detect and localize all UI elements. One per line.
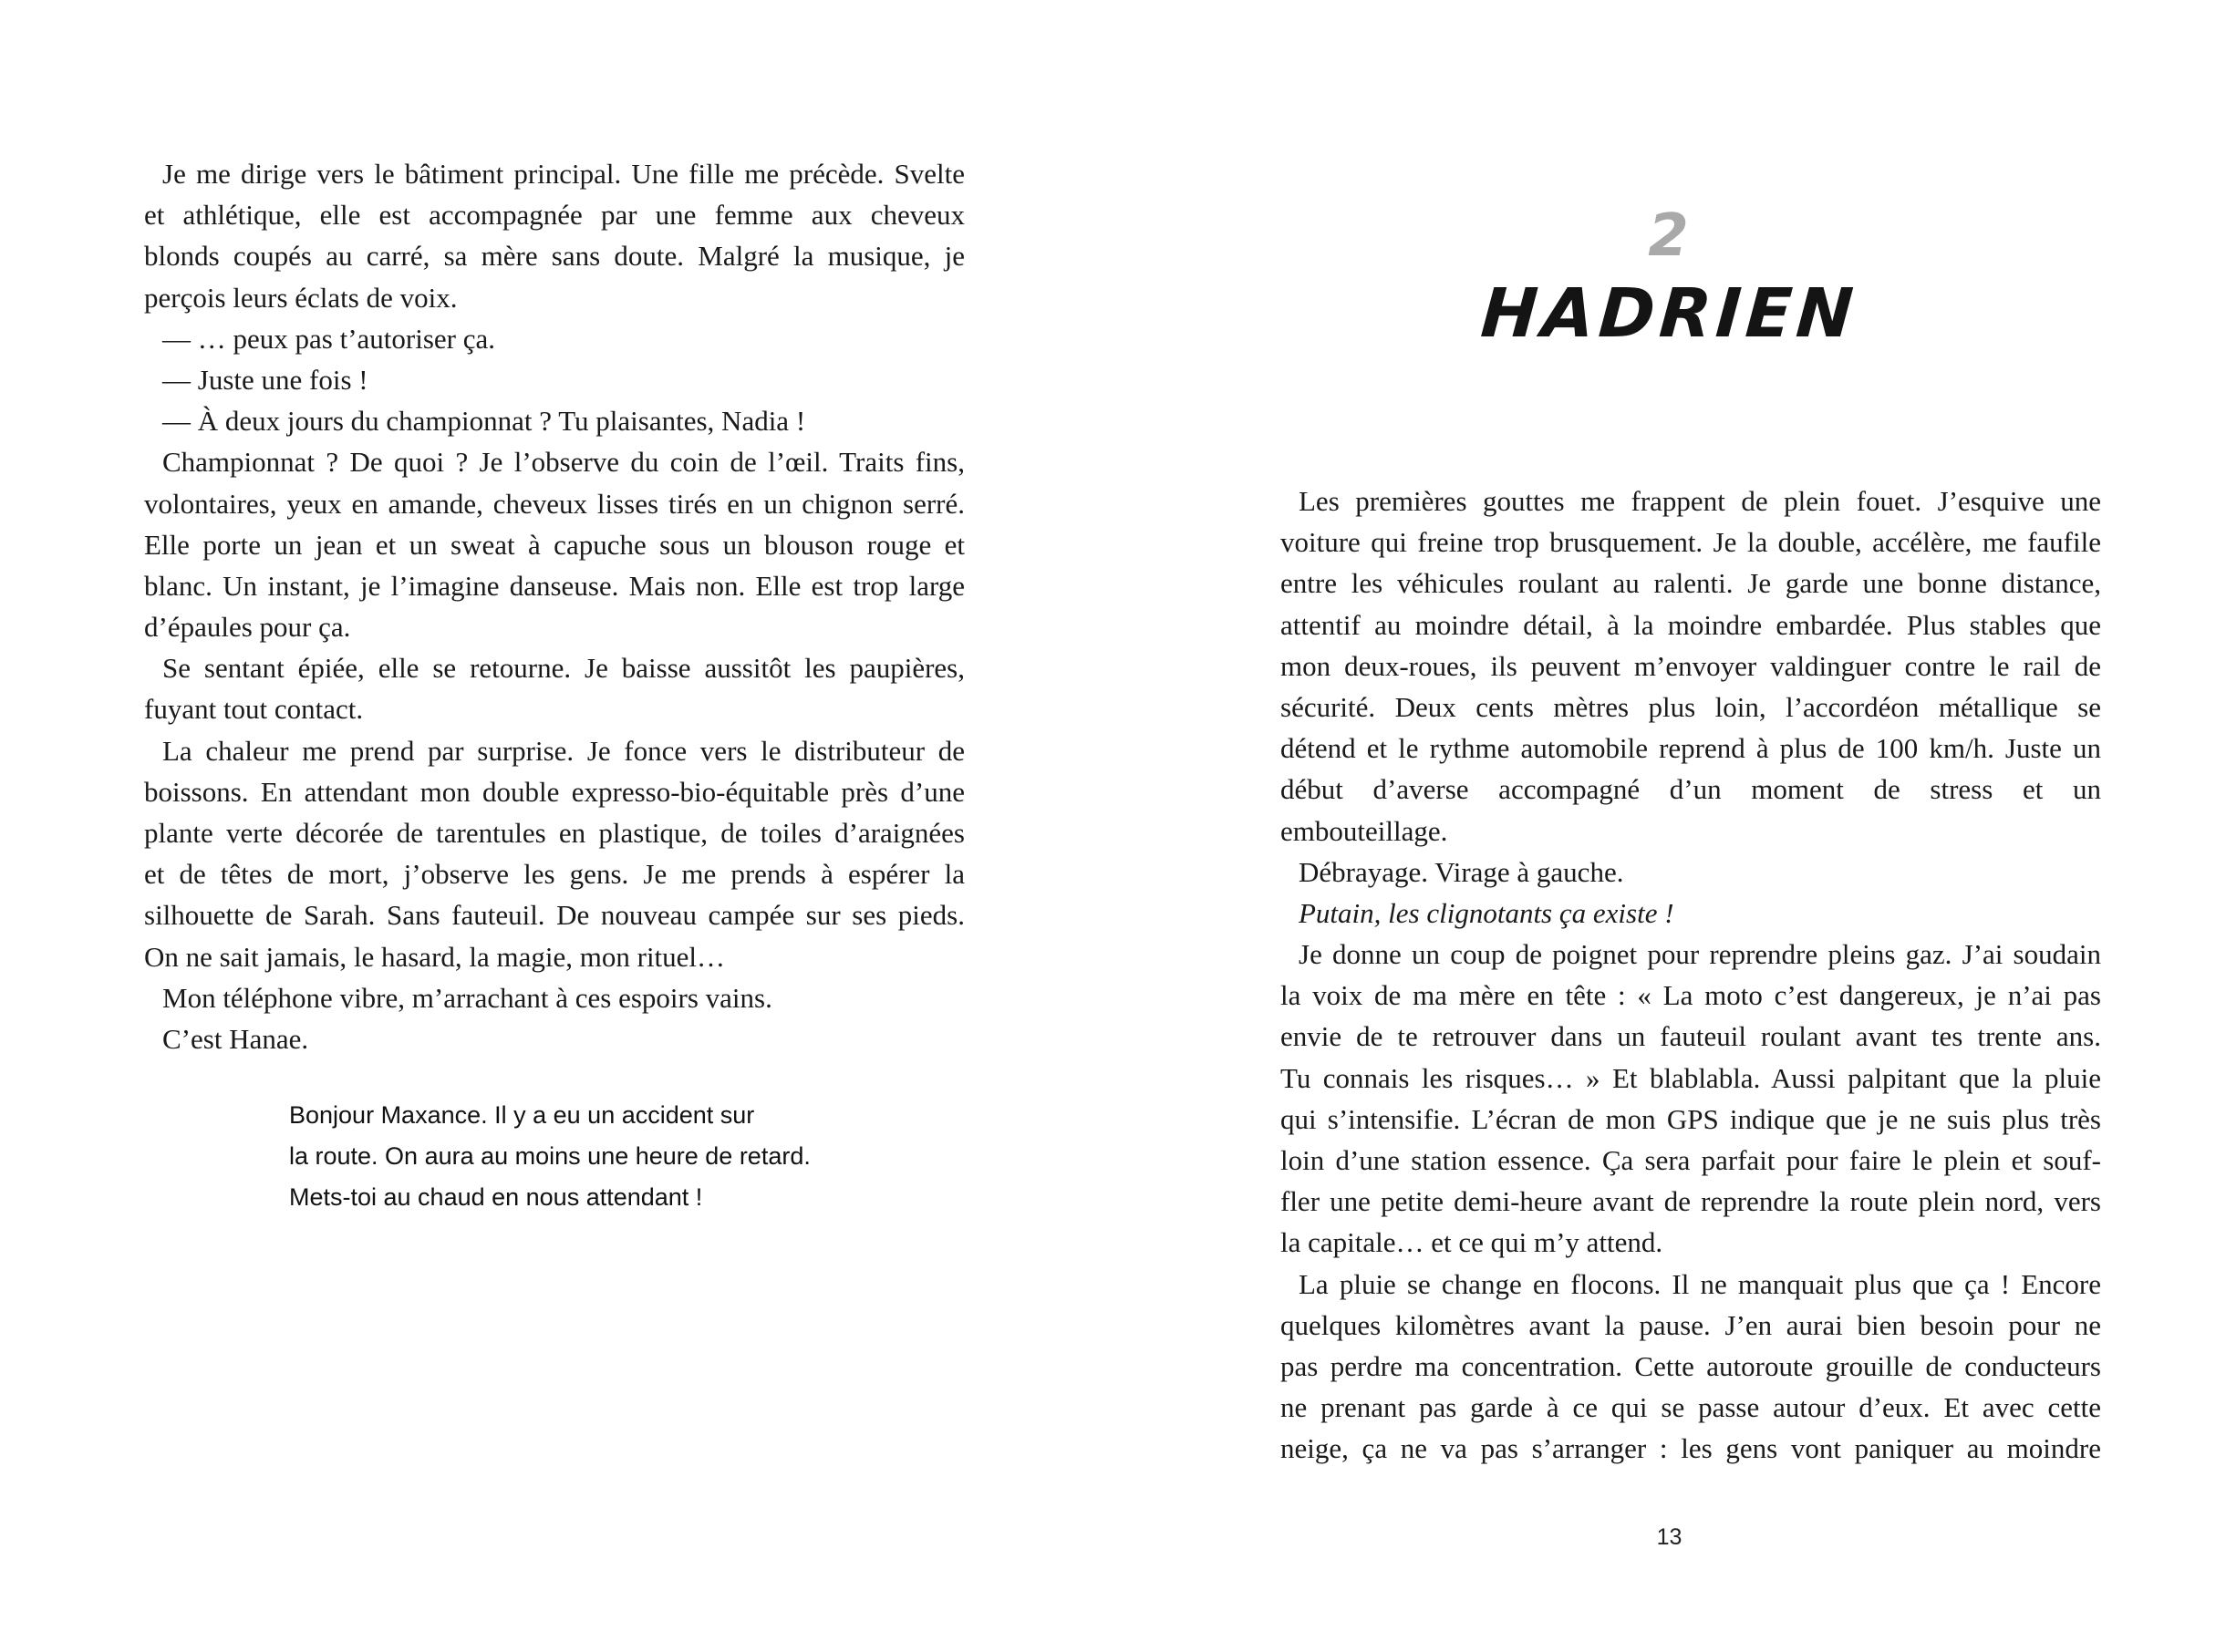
text-line: Débrayage. Virage à gauche. bbox=[1299, 855, 1624, 888]
text-line: et de têtes de mort, j’observe les gens. Je me prends à espérer la bbox=[144, 858, 965, 891]
left-page-body bbox=[144, 153, 965, 1059]
text-line: la voix de ma mère en tête : « La moto c’est dangereux, je n’ai pas bbox=[1280, 979, 2101, 1012]
text-line: blonds coupés au carré, sa mère sans doute. Malgré la musique, je bbox=[144, 240, 965, 273]
sms-line: la route. On aura au moins une heure de retard. bbox=[289, 1142, 811, 1170]
text-line: blanc. Un instant, je l’imagine danseuse. Mais non. Elle est trop large bbox=[144, 569, 965, 602]
text-line: boissons. En attendant mon double expresso-bio-équitable près d’une bbox=[144, 775, 965, 808]
text-line: attentif au moindre détail, à la moindre embardée. Plus stables que bbox=[1280, 608, 2101, 641]
text-line: mon deux-roues, ils peuvent m’envoyer valdinguer contre le rail de bbox=[1280, 649, 2101, 682]
chapter-title: HADRIEN bbox=[1478, 274, 1860, 353]
text-line: perçois leurs éclats de voix. bbox=[144, 281, 458, 314]
text-line: sécurité. Deux cents mètres plus loin, l’accordéon métallique se bbox=[1280, 690, 2101, 723]
italic-thought-line: Putain, les clignotants ça existe ! bbox=[1299, 896, 1674, 929]
sms-line: Mets-toi au chaud en nous attendant ! bbox=[289, 1183, 703, 1211]
text-line: La chaleur me prend par surprise. Je fonce vers le distributeur de bbox=[162, 734, 965, 767]
text-line: début d’averse accompagné d’un moment de stress et un bbox=[1280, 773, 2101, 806]
text-line: C’est Hanae. bbox=[162, 1022, 309, 1055]
dialogue-line: — … peux pas t’autoriser ça. bbox=[162, 322, 495, 355]
text-line: et athlétique, elle est accompagnée par une femme aux cheveux bbox=[144, 199, 965, 232]
text-line: pas perdre ma concentration. Cette autoroute grouille de conducteurs bbox=[1280, 1349, 2101, 1382]
text-line: Se sentant épiée, elle se retourne. Je baisse aussitôt les paupières, bbox=[162, 652, 965, 685]
text-line: entre les véhicules roulant au ralenti. Je garde une bonne distance, bbox=[1280, 567, 2101, 600]
text-line: fuyant tout contact. bbox=[144, 693, 364, 726]
text-line: volontaires, yeux en amande, cheveux lisses tirés en un chignon serré. bbox=[144, 487, 965, 520]
text-line: qui s’intensifie. L’écran de mon GPS indique que je ne suis plus très bbox=[1280, 1102, 2101, 1135]
text-line: embouteillage. bbox=[1280, 814, 1448, 847]
dialogue-line: — Juste une fois ! bbox=[162, 363, 368, 396]
text-line: envie de te retrouver dans un fauteuil roulant avant tes trente ans. bbox=[1280, 1020, 2101, 1053]
text-line: Tu connais les risques… » Et blablabla. Aussi palpitant que la pluie bbox=[1280, 1061, 2101, 1094]
text-line: neige, ça ne va pas s’arranger : les gens vont paniquer au moindre bbox=[1280, 1432, 2101, 1465]
text-line: voiture qui freine trop brusquement. Je la double, accélère, me faufile bbox=[1280, 526, 2101, 559]
page-number: 13 bbox=[1656, 1524, 1682, 1550]
dialogue-line: — À deux jours du championnat ? Tu plaisantes, Nadia ! bbox=[162, 405, 806, 438]
text-line: On ne sait jamais, le hasard, la magie, mon rituel… bbox=[144, 940, 726, 973]
text-line: La pluie se change en flocons. Il ne manquait plus que ça ! Encore bbox=[1299, 1267, 2101, 1300]
text-line: détend et le rythme automobile reprend à plus de 100 km/h. Juste un bbox=[1280, 732, 2101, 765]
right-page bbox=[1113, 0, 2226, 1652]
text-line: loin d’une station essence. Ça sera parfait pour faire le plein et souf- bbox=[1280, 1144, 2101, 1176]
chapter-number: 2 bbox=[1648, 202, 1691, 270]
text-line: Les premières gouttes me frappent de plein fouet. J’esquive une bbox=[1299, 485, 2101, 517]
right-page-body bbox=[1280, 480, 2101, 1470]
text-line: silhouette de Sarah. Sans fauteuil. De nouveau campée sur ses pieds. bbox=[144, 899, 965, 932]
text-line: plante verte décorée de tarentules en plastique, de toiles d’araignées bbox=[144, 817, 965, 849]
sms-message bbox=[289, 1095, 873, 1218]
text-line: Elle porte un jean et un sweat à capuche sous un blouson rouge et bbox=[144, 528, 965, 561]
text-line: quelques kilomètres avant la pause. J’en aurai bien besoin pour ne bbox=[1280, 1308, 2101, 1341]
text-line: ne prenant pas garde à ce qui se passe autour d’eux. Et avec cette bbox=[1280, 1391, 2101, 1424]
text-line: Je me dirige vers le bâtiment principal. Une fille me précède. Svelte bbox=[162, 158, 965, 190]
text-line: fler une petite demi-heure avant de reprendre la route plein nord, vers bbox=[1280, 1185, 2101, 1218]
text-line: Je donne un coup de poignet pour reprendre pleins gaz. J’ai soudain bbox=[1299, 938, 2101, 971]
text-line: Mon téléphone vibre, m’arrachant à ces espoirs vains. bbox=[162, 981, 772, 1014]
text-line: d’épaules pour ça. bbox=[144, 611, 351, 644]
text-line: la capitale… et ce qui m’y attend. bbox=[1280, 1226, 1663, 1259]
sms-line: Bonjour Maxance. Il y a eu un accident sur bbox=[289, 1101, 755, 1129]
text-line: Championnat ? De quoi ? Je l’observe du coin de l’œil. Traits fins, bbox=[162, 446, 965, 479]
